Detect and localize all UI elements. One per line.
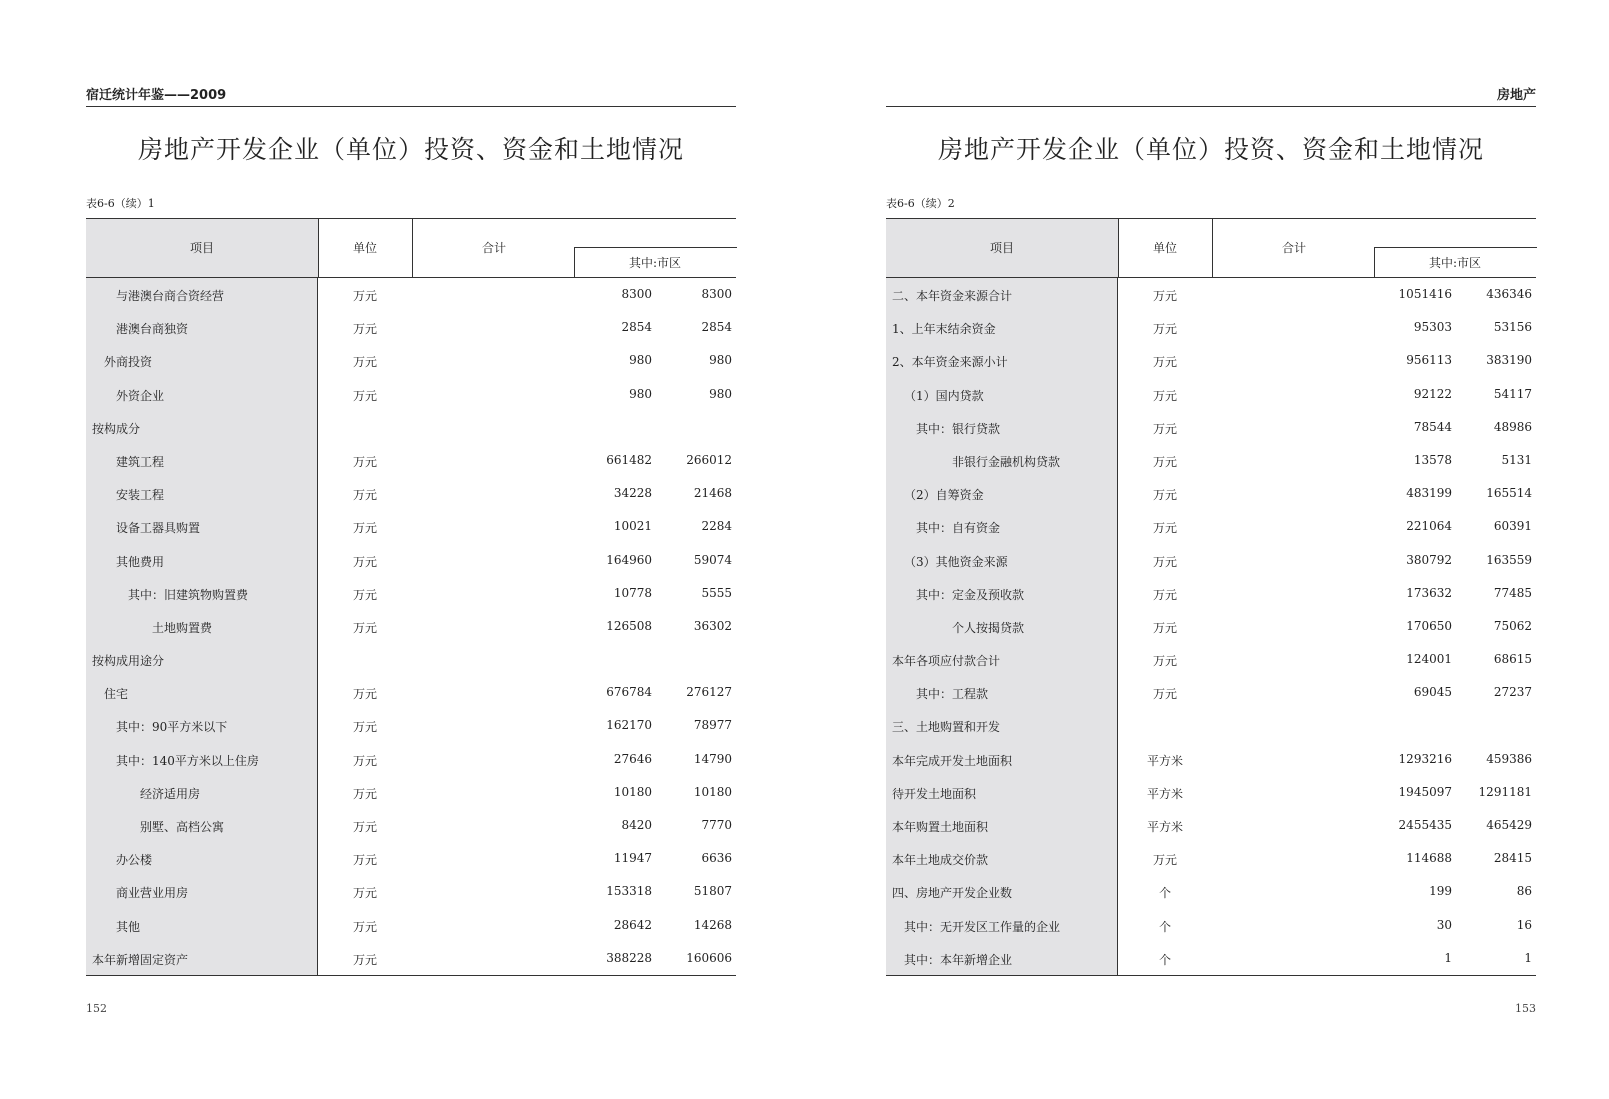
row-total: 153318 (606, 884, 652, 899)
running-head: 房地产 (886, 84, 1536, 107)
row-unit: 万元 (1152, 521, 1177, 536)
row-total: 10778 (613, 585, 652, 600)
row-city: 77485 (1493, 585, 1532, 600)
table-row (86, 378, 736, 411)
row-item-label: 2、本年资金来源小计 (892, 355, 1008, 370)
row-item-label: 其中：自有资金 (916, 521, 1001, 536)
table-row (86, 643, 736, 676)
table-row (886, 643, 1536, 676)
data-table (86, 218, 736, 976)
running-head: 宿迁统计年鉴——2009 (86, 84, 736, 107)
header-unit: 单位 (1152, 241, 1177, 255)
row-unit: 个 (1158, 952, 1171, 967)
row-city: 2284 (701, 519, 732, 534)
row-unit: 万元 (352, 820, 377, 834)
row-city: 276127 (686, 685, 732, 700)
row-unit: 万元 (1152, 488, 1177, 503)
row-item-label: 经济适用房 (140, 786, 201, 801)
row-item-label: （2）自筹资金 (904, 488, 984, 503)
row-total: 28642 (613, 917, 652, 932)
row-total: 10180 (613, 784, 652, 799)
row-city: 436346 (1486, 287, 1532, 301)
table-row (886, 942, 1536, 975)
row-unit: 万元 (352, 687, 377, 702)
row-total: 8420 (621, 818, 652, 832)
row-unit: 万元 (352, 620, 377, 635)
table-row (886, 311, 1536, 344)
header-item: 项目 (189, 241, 214, 255)
row-city: 10180 (693, 784, 732, 799)
table-row (886, 842, 1536, 875)
row-unit: 平方米 (1146, 786, 1183, 801)
row-unit: 平方米 (1146, 820, 1183, 834)
row-unit: 万元 (1152, 388, 1177, 403)
table-row (886, 577, 1536, 610)
table-row (86, 909, 736, 942)
table-row (86, 311, 736, 344)
row-unit: 个 (1158, 919, 1171, 934)
row-total: 1051416 (1398, 287, 1452, 301)
table-row (86, 676, 736, 709)
row-unit: 万元 (352, 521, 377, 536)
row-city: 53156 (1493, 320, 1532, 335)
data-table (886, 218, 1536, 976)
row-item-label: 建筑工程 (116, 454, 165, 469)
row-total: 170650 (1406, 618, 1452, 633)
row-item-label: 本年购置土地面积 (892, 820, 989, 834)
row-item-label: 本年新增固定资产 (92, 952, 189, 967)
row-city: 36302 (693, 618, 732, 633)
row-total: 13578 (1413, 452, 1452, 467)
row-unit: 万元 (352, 289, 377, 303)
row-total: 483199 (1406, 486, 1452, 501)
table-number: 表6-6（续）2 (886, 197, 955, 210)
row-city: 68615 (1493, 652, 1532, 667)
table-body (886, 278, 1536, 975)
header-city: 其中:市区 (1428, 256, 1482, 270)
row-total: 388228 (606, 950, 652, 965)
row-unit: 万元 (352, 587, 377, 602)
row-city: 980 (709, 386, 732, 401)
row-item-label: 本年土地成交价款 (892, 853, 989, 868)
row-total: 380792 (1406, 552, 1452, 567)
row-total: 2455435 (1398, 818, 1452, 832)
row-unit: 万元 (1152, 289, 1177, 303)
table-row (86, 842, 736, 875)
row-item-label: 其中：90平方米以下 (116, 720, 228, 735)
table-row (86, 577, 736, 610)
row-unit: 万元 (352, 454, 377, 469)
row-city: 383190 (1486, 353, 1532, 368)
right-page (886, 0, 1536, 1099)
table-row (86, 278, 736, 311)
table-row (886, 444, 1536, 477)
row-city: 51807 (693, 884, 732, 899)
row-total: 30 (1436, 917, 1452, 932)
table-row (886, 411, 1536, 444)
row-unit: 万元 (1152, 654, 1177, 669)
row-unit: 万元 (1152, 853, 1177, 868)
row-total: 126508 (606, 618, 652, 633)
table-row (86, 709, 736, 742)
row-unit: 万元 (352, 952, 377, 967)
row-city: 59074 (693, 552, 732, 567)
row-unit: 万元 (1152, 454, 1177, 469)
row-item-label: 个人按揭贷款 (952, 620, 1025, 635)
row-unit: 平方米 (1146, 753, 1183, 768)
row-item-label: 其中：无开发区工作量的企业 (904, 919, 1061, 934)
row-city: 160606 (686, 950, 732, 965)
header-total: 合计 (481, 241, 506, 255)
row-unit: 万元 (1152, 687, 1177, 702)
page-title: 房地产开发企业（单位）投资、资金和土地情况 (137, 135, 684, 164)
table-row (86, 477, 736, 510)
row-city: 465429 (1486, 818, 1532, 832)
row-item-label: 办公楼 (116, 853, 153, 868)
row-item-label: 外资企业 (116, 388, 165, 403)
table-row (886, 676, 1536, 709)
table-row (886, 776, 1536, 809)
row-city: 266012 (686, 452, 732, 467)
row-unit: 万元 (1152, 322, 1177, 337)
row-total: 95303 (1413, 320, 1452, 335)
row-total: 221064 (1406, 519, 1452, 534)
table-header (86, 219, 736, 278)
row-city: 1 (1524, 950, 1532, 965)
row-item-label: （1）国内贷款 (904, 388, 984, 403)
row-city: 459386 (1486, 751, 1532, 766)
table-row (86, 610, 736, 643)
row-total: 199 (1429, 884, 1452, 899)
row-city: 8300 (701, 287, 732, 301)
row-total: 980 (629, 386, 652, 401)
row-item-label: 住宅 (104, 687, 129, 702)
row-item-label: 其中：140平方米以上住房 (116, 753, 259, 768)
row-unit: 万元 (352, 488, 377, 503)
row-item-label: 其他费用 (116, 554, 165, 569)
table-row (86, 510, 736, 543)
row-city: 14268 (693, 917, 732, 932)
table-row (886, 544, 1536, 577)
table-row (886, 378, 1536, 411)
table-row (86, 444, 736, 477)
row-unit: 万元 (352, 886, 377, 901)
row-city: 75062 (1493, 618, 1532, 633)
page-title: 房地产开发企业（单位）投资、资金和土地情况 (937, 135, 1484, 164)
row-item-label: 四、房地产开发企业数 (892, 886, 1013, 901)
row-city: 21468 (693, 486, 732, 501)
row-item-label: 三、土地购置和开发 (892, 720, 1001, 735)
table-number: 表6-6（续）1 (86, 197, 155, 210)
row-item-label: 外商投资 (104, 355, 153, 370)
row-item-label: 港澳台商独资 (116, 322, 189, 337)
row-item-label: 待开发土地面积 (892, 786, 977, 801)
row-item-label: 二、本年资金来源合计 (892, 289, 1013, 303)
row-city: 27237 (1493, 685, 1532, 700)
header-total: 合计 (1281, 241, 1306, 255)
row-total: 34228 (613, 486, 652, 501)
table-row (886, 709, 1536, 742)
page-number: 152 (86, 1002, 107, 1015)
row-item-label: 安装工程 (116, 488, 165, 503)
row-city: 48986 (1493, 419, 1532, 434)
row-total: 27646 (613, 751, 652, 766)
row-total: 114688 (1406, 851, 1452, 866)
row-city: 54117 (1493, 386, 1532, 401)
row-city: 163559 (1486, 552, 1532, 567)
row-total: 69045 (1413, 685, 1452, 700)
row-unit: 万元 (352, 554, 377, 569)
row-city: 78977 (693, 718, 732, 733)
row-unit: 万元 (1152, 587, 1177, 602)
row-item-label: 按构成分 (92, 421, 141, 436)
row-total: 8300 (621, 287, 652, 301)
table-row (886, 344, 1536, 377)
row-item-label: 本年各项应付款合计 (892, 654, 1001, 669)
row-city: 60391 (1493, 519, 1532, 534)
row-item-label: 别墅、高档公寓 (140, 820, 225, 834)
row-total: 1945097 (1398, 784, 1452, 799)
row-unit: 万元 (352, 322, 377, 337)
row-city: 2854 (701, 320, 732, 335)
row-total: 162170 (606, 718, 652, 733)
row-total: 676784 (606, 685, 652, 700)
row-total: 1293216 (1398, 751, 1452, 766)
row-unit: 万元 (352, 720, 377, 735)
row-total: 10021 (613, 519, 652, 534)
row-city: 5555 (701, 585, 732, 600)
header-unit: 单位 (352, 241, 377, 255)
row-item-label: 其中：银行贷款 (916, 421, 1001, 436)
row-total: 124001 (1406, 652, 1452, 667)
row-total: 661482 (606, 452, 652, 467)
row-item-label: 其中：本年新增企业 (904, 952, 1013, 967)
row-item-label: （3）其他资金来源 (904, 554, 1008, 569)
row-city: 28415 (1493, 851, 1532, 866)
row-total: 11947 (613, 851, 652, 866)
row-item-label: 1、上年末结余资金 (892, 322, 996, 337)
row-item-label: 其中：定金及预收款 (916, 587, 1025, 602)
row-item-label: 商业营业用房 (116, 886, 189, 901)
table-row (86, 743, 736, 776)
row-item-label: 与港澳台商合资经营 (116, 289, 225, 303)
row-total: 78544 (1413, 419, 1452, 434)
row-total: 2854 (621, 320, 652, 335)
row-item-label: 土地购置费 (152, 620, 213, 635)
left-page (86, 0, 736, 1099)
row-city: 16 (1516, 917, 1532, 932)
row-total: 980 (629, 353, 652, 368)
table-row (886, 610, 1536, 643)
row-unit: 万元 (352, 388, 377, 403)
row-unit: 万元 (1152, 421, 1177, 436)
table-row (886, 809, 1536, 842)
row-item-label: 本年完成开发土地面积 (892, 753, 1013, 768)
table-row (886, 510, 1536, 543)
table-row (86, 776, 736, 809)
row-city: 7770 (701, 818, 732, 832)
table-row (886, 909, 1536, 942)
table-body (86, 278, 736, 975)
row-unit: 万元 (352, 355, 377, 370)
row-item-label: 其中：旧建筑物购置费 (128, 587, 249, 602)
row-unit: 万元 (352, 853, 377, 868)
row-city: 1291181 (1478, 784, 1532, 799)
table-row (86, 809, 736, 842)
row-item-label: 其中：工程款 (916, 687, 989, 702)
row-unit: 万元 (352, 919, 377, 934)
row-city: 5131 (1501, 452, 1532, 467)
page-number: 153 (1515, 1002, 1536, 1015)
table-row (86, 544, 736, 577)
table-row (86, 875, 736, 908)
table-row (886, 743, 1536, 776)
row-total: 173632 (1406, 585, 1452, 600)
table-row (886, 278, 1536, 311)
row-unit: 万元 (1152, 554, 1177, 569)
row-city: 165514 (1486, 486, 1532, 501)
row-unit: 万元 (1152, 355, 1177, 370)
row-city: 86 (1516, 884, 1532, 899)
row-city: 980 (709, 353, 732, 368)
row-total: 164960 (606, 552, 652, 567)
row-item-label: 非银行金融机构贷款 (952, 454, 1061, 469)
row-unit: 万元 (1152, 620, 1177, 635)
row-item-label: 设备工器具购置 (116, 521, 201, 536)
header-item: 项目 (989, 241, 1014, 255)
table-row (886, 477, 1536, 510)
row-unit: 万元 (352, 786, 377, 801)
row-city: 14790 (693, 751, 732, 766)
table-header (886, 219, 1536, 278)
table-row (86, 411, 736, 444)
table-row (886, 875, 1536, 908)
row-item-label: 其他 (116, 919, 141, 934)
row-unit: 万元 (352, 753, 377, 768)
row-item-label: 按构成用途分 (92, 654, 165, 669)
table-row (86, 344, 736, 377)
row-total: 92122 (1413, 386, 1452, 401)
row-city: 6636 (701, 851, 732, 866)
row-total: 956113 (1406, 353, 1452, 368)
row-unit: 个 (1158, 886, 1171, 901)
table-row (86, 942, 736, 975)
row-total: 1 (1444, 950, 1452, 965)
header-city: 其中:市区 (628, 256, 682, 270)
